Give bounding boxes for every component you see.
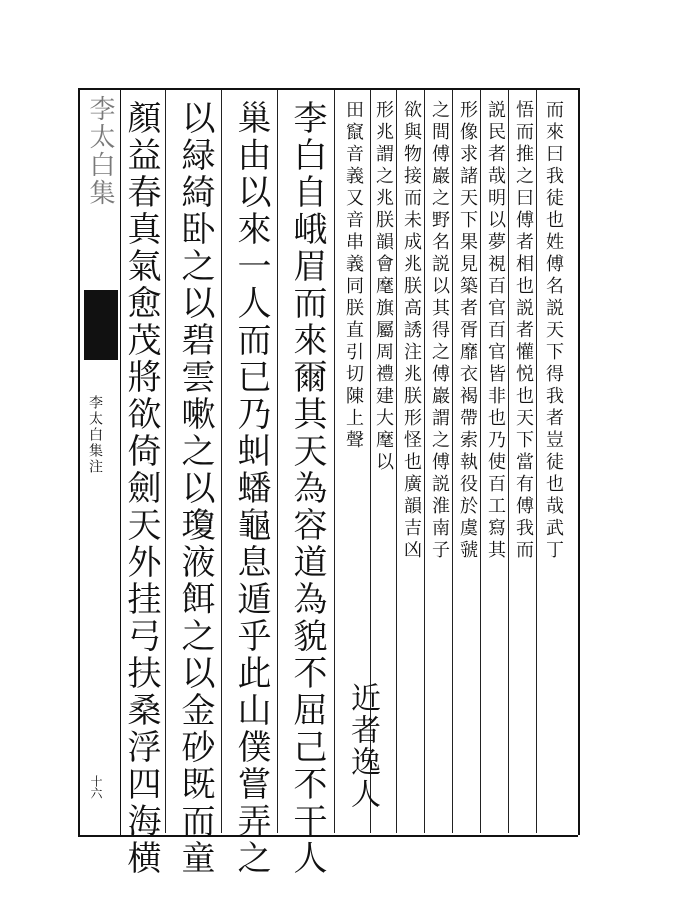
column-rule (334, 90, 335, 833)
annotation-column: 悟而推之曰傅者相也説者懽悦也天下當有傅我而 (513, 100, 534, 562)
text-column: 顏益春真氣愈茂將欲倚劍天外挂弓扶桑浮四海横 (121, 100, 161, 877)
text-column: 巢由以來一人而已乃虯蟠龜息遁乎此山僕嘗弄之 (231, 100, 271, 877)
text-column: 李白自峨眉而來爾其天為容道為貌不屈己不干人 (287, 100, 327, 877)
column-rule (480, 90, 481, 833)
annotation-column: 之間傅巖之野名説以其得之傅巖謂之傅説淮南子 (429, 100, 450, 562)
spine-fish-tail-mark (84, 290, 118, 360)
column-rule (165, 90, 166, 833)
annotation-column: 説民者哉明以夢視百官百官皆非也乃使百工寫其 (485, 100, 506, 562)
column-rule (221, 90, 222, 833)
spine-page-number: 十六 (89, 775, 103, 799)
frame-right-border (578, 88, 580, 835)
text-column: 以緑綺卧之以碧雲嗽之以瓊液餌之以金砂既而童 (175, 100, 215, 877)
column-rule (277, 90, 278, 833)
column-rule (508, 90, 509, 833)
text-column-fragment: 近者逸人 (345, 682, 380, 810)
spine-title: 李太白集 (85, 95, 115, 207)
annotation-column: 田竄音義又音串義同朕直引切陳上聲 (343, 100, 364, 452)
spine-book-title: 李太白集注 (87, 395, 103, 475)
column-rule (396, 90, 397, 833)
annotation-column: 而來曰我徒也姓傅名説天下得我者豈徒也哉武丁 (543, 100, 564, 562)
column-rule (452, 90, 453, 833)
annotation-column: 欲與物接而未成兆朕高誘注兆朕形怪也廣韻吉凶 (401, 100, 422, 562)
annotation-column: 形兆謂之兆朕韻會麾旗屬周禮建大麾以 (373, 100, 394, 474)
column-rule (424, 90, 425, 833)
annotation-column: 形像求諸天下果見築者胥靡衣褐帶索執役於虞虢 (457, 100, 478, 562)
column-rule (536, 90, 537, 833)
